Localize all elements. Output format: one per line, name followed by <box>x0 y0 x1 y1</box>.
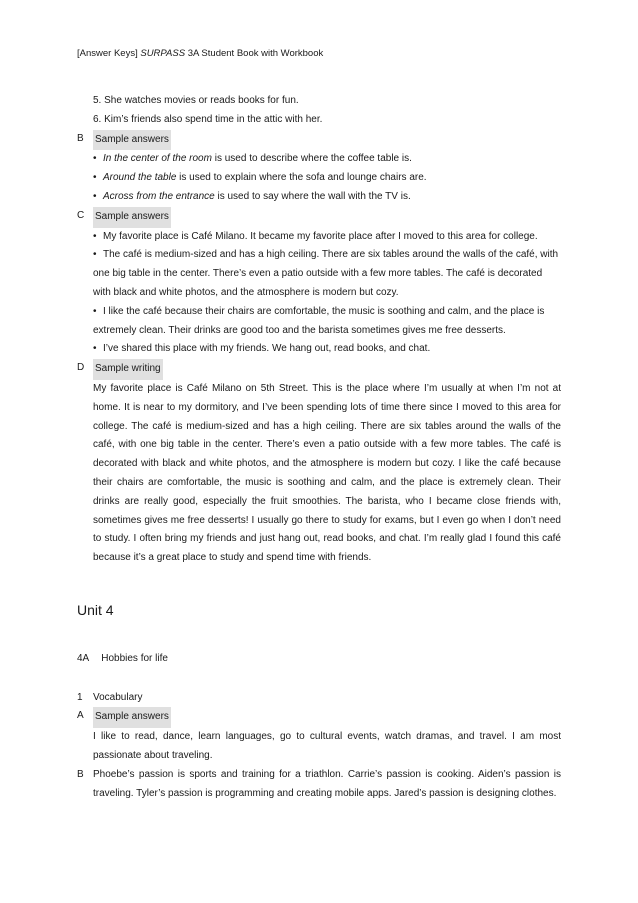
section-c-bullet-3: • I like the café because their chairs are comfortable, the music is soothing and calm, and the place is extremely clean. Their drinks are good too and the barista sometimes gives me free desserts. <box>77 303 561 341</box>
section-heading: Sample answers <box>93 707 171 728</box>
header-prefix: [Answer Keys] <box>77 48 141 59</box>
answer-content <box>77 92 561 803</box>
answer-item-5: 5. She watches movies or reads books for fun. <box>93 95 299 106</box>
section-heading: Sample answers <box>93 207 171 228</box>
section-label: B <box>77 768 84 780</box>
sample-writing-paragraph: My favorite place is Café Milano on 5th Street. This is the place where I’m usually at when I’m not at home. It is near to my dormitory, and I’ve been spending lots of time there since I moved to this area for college. The café is medium-sized and has a high ceiling. There are six tables around the walls of the café, with one big table in the center. There’s even a patio outside with a few more tables. The café is decorated with black and white photos, and the atmosphere is modern but cozy. I like the café because their chairs are comfortable, the music is soothing and calm, and the place is extremely clean. Their drinks are really good, especially the fruit smoothies. The barista, who I became close friends with, sometimes gives me free desserts! I usually go there to study for exams, but I even go when I don’t need to study. I often bring my friends and just hang out, read books, and chat. I’m really glad I found this café because it’s a great place to study and spend time with friends. <box>93 382 561 564</box>
exercise-title: Vocabulary <box>93 691 143 703</box>
section-label: D <box>77 362 85 374</box>
section-d-heading <box>77 359 561 380</box>
section-label: C <box>77 209 85 221</box>
header-book-title: SURPASS <box>140 48 186 59</box>
section-b-bullet-2: • Around the table is used to explain where the sofa and lounge chairs are. <box>77 169 561 188</box>
section-b2-answer <box>77 766 561 804</box>
section-c-heading <box>77 207 561 228</box>
section-b-bullet-3: • Across from the entrance is used to say where the wall with the TV is. <box>77 188 561 207</box>
section-label: A <box>77 710 84 722</box>
exercise-number: 1 <box>77 691 83 703</box>
section-heading: Sample writing <box>93 359 163 380</box>
section-c-bullet-2: • The café is medium-sized and has a high ceiling. There are six tables around the walls of the café, with one big table in the center. There’s even a patio outside with a few more tables. The café is decorated with black and white photos, and the atmosphere is modern but cozy. <box>77 246 561 302</box>
section-c-bullet-4: • I’ve shared this place with my friends. We hang out, read books, and chat. <box>77 340 561 359</box>
section-a-heading <box>77 707 561 728</box>
lesson-title: 4A Hobbies for life <box>77 652 168 664</box>
unit-title: Unit 4 <box>77 601 114 618</box>
header-suffix: 3A Student Book with Workbook <box>185 48 324 59</box>
section-b2-text: Phoebe’s passion is sports and training for a triathlon. Carrie’s passion is cooking. Aiden’s passion is traveling. Tyler’s passion is programming and creating mobile apps. Jared’s passion is designing clothes. <box>93 768 561 799</box>
section-heading: Sample answers <box>93 130 171 151</box>
section-b-bullet-1: • In the center of the room is used to describe where the coffee table is. <box>77 150 561 169</box>
section-label: B <box>77 132 84 144</box>
section-a-answer: I like to read, dance, learn languages, go to cultural events, watch dramas, and travel. I am most passionate about traveling. <box>93 731 561 761</box>
section-c-bullet-1: • My favorite place is Café Milano. It became my favorite place after I moved to this area for college. <box>77 228 561 247</box>
answer-item-6: 6. Kim’s friends also spend time in the attic with her. <box>93 113 323 125</box>
page-header <box>77 48 323 59</box>
exercise-heading <box>77 689 561 708</box>
section-b-heading <box>77 130 561 151</box>
